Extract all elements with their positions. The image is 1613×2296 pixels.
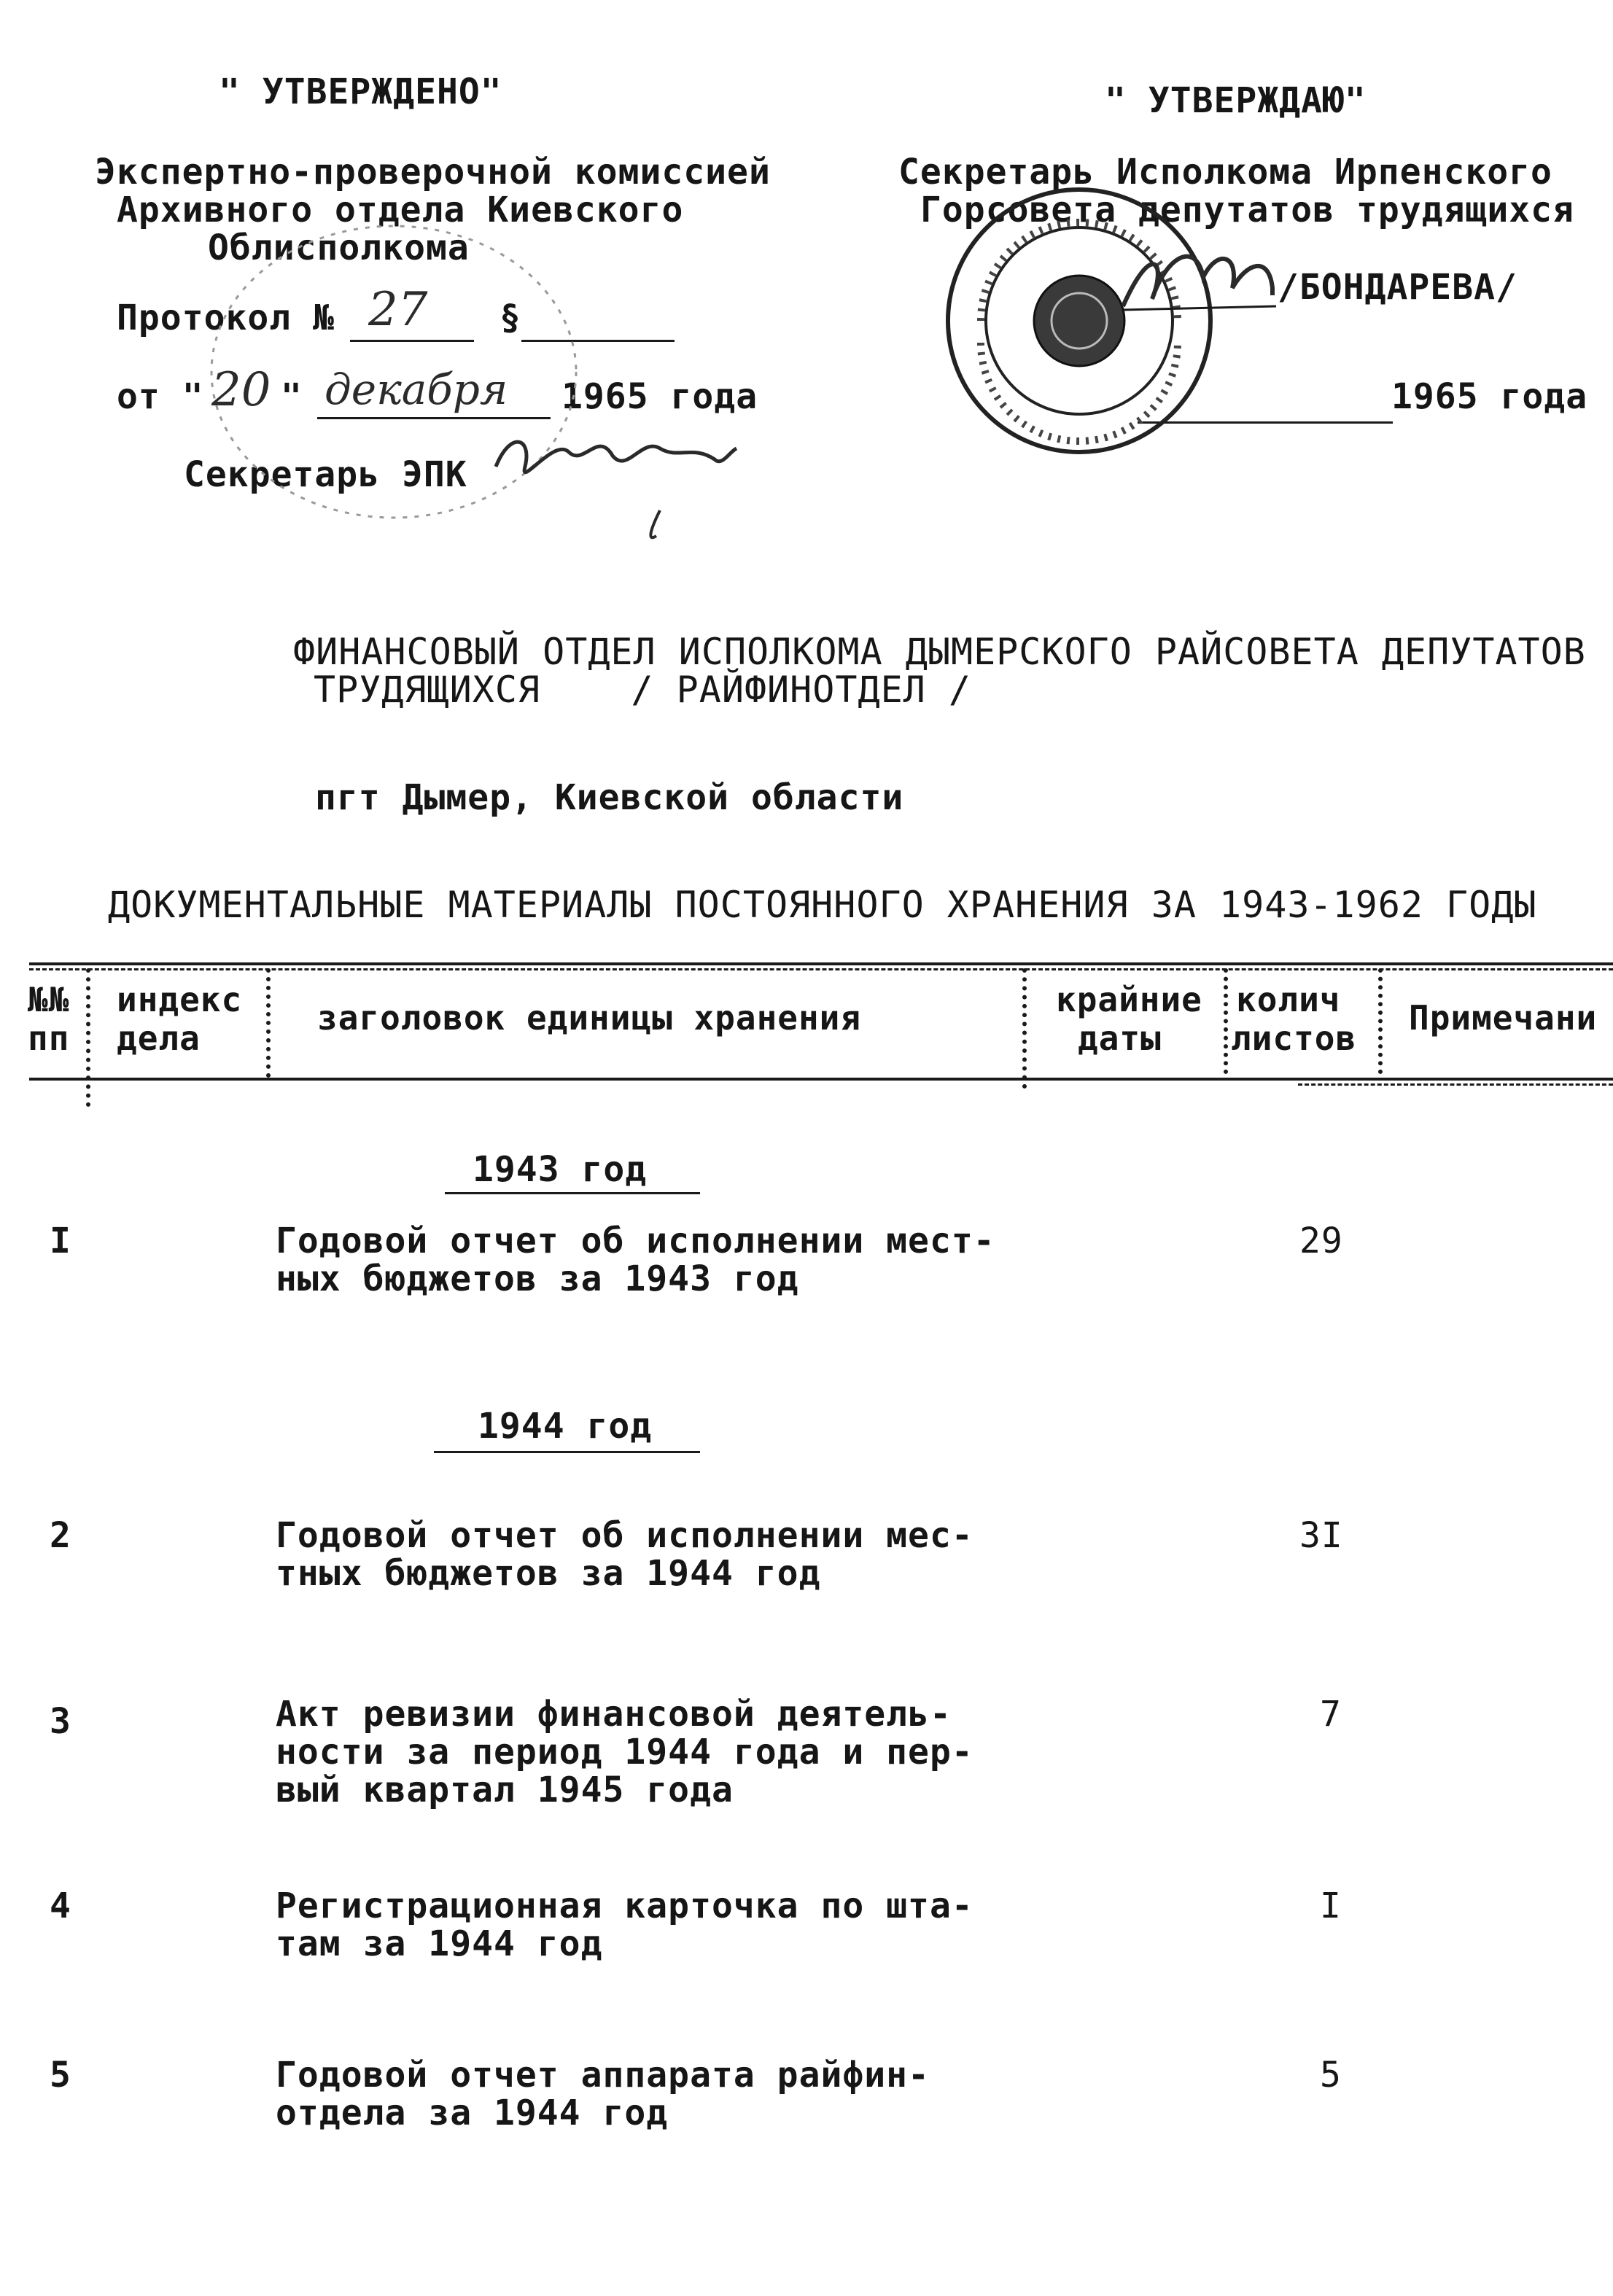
executive-line-1: Секретарь Исполкома Ирпенского [898,152,1552,192]
row-5-title-1: Годовой отчет аппарата райфин- [276,2055,930,2095]
date-quote: " [281,376,303,417]
org-line-1: ФИНАНСОВЫЙ ОТДЕЛ ИСПОЛКОМА ДЫМЕРСКОГО РАЙСОВЕТА ДЕПУТАТОВ [293,631,1586,673]
header-sheets-2: листов [1231,1019,1357,1058]
commission-line-3: Облисполкома [208,227,470,268]
section-year-1943: 1943 год [473,1149,648,1190]
left-signature [496,442,736,472]
commission-line-2: Архивного отдела Киевского [117,190,684,230]
row-3-title-2: ности за период 1944 года и пер- [276,1732,973,1772]
date-day: 20 [211,363,271,417]
col-divider-5 [1378,968,1383,1074]
org-line-2: ТРУДЯЩИХСЯ / РАЙФИНОТДЕЛ / [314,669,971,711]
signatory-name: /БОНДАРЕВА/ [1278,267,1517,308]
row-4-title-2: там за 1944 год [276,1923,603,1964]
header-notes: Примечани [1409,998,1598,1038]
row-3-title-1: Акт ревизии финансовой деятель- [276,1694,952,1735]
faint-seal [211,226,576,518]
header-sheets-1: колич [1236,980,1341,1019]
org-place: пгт Дымер, Киевской области [315,777,904,818]
row-2-num: 2 [50,1515,71,1556]
section-year-underline-1943 [445,1192,700,1194]
row-1-title-2: ных бюджетов за 1943 год [276,1258,799,1299]
row-1-title-1: Годовой отчет об исполнении мест- [276,1221,995,1261]
executive-line-2: Горсовета депутатов трудящихся [920,190,1574,230]
header-title: заголовок единицы хранения [317,998,862,1038]
col-divider-1 [86,968,90,1107]
section-year-1944: 1944 год [478,1406,653,1447]
approve-heading: " УТВЕРЖДАЮ" [1105,80,1367,121]
approved-heading: " УТВЕРЖДЕНО" [219,71,502,112]
table-header-rule-2 [1298,1083,1613,1086]
col-divider-2 [266,968,271,1078]
header-dates-1: крайние [1056,980,1202,1019]
left-signature-tail [650,510,660,537]
row-4-title-1: Регистрационная карточка по шта- [276,1886,973,1926]
row-3-title-3: вый квартал 1945 года [276,1770,734,1810]
header-num-1: №№ [28,980,70,1019]
header-num-2: пп [28,1019,70,1058]
row-1-sheets: 29 [1299,1221,1343,1261]
right-year: 1965 года [1391,376,1588,417]
row-3-num: 3 [50,1701,71,1742]
document-title: ДОКУМЕНТАЛЬНЫЕ МАТЕРИАЛЫ ПОСТОЯННОГО ХРАНЕНИЯ ЗА 1943-1962 ГОДЫ [108,884,1537,926]
row-2-title-1: Годовой отчет об исполнении мес- [276,1515,973,1556]
row-4-num: 4 [50,1886,71,1926]
col-divider-3 [1022,968,1027,1089]
row-2-sheets: 3I [1299,1515,1343,1556]
header-dates-2: даты [1078,1019,1162,1058]
row-5-num: 5 [50,2055,71,2095]
table-top-rule [29,962,1613,965]
row-5-title-2: отдела за 1944 год [276,2093,669,2133]
secretary-label: Секретарь ЭПК [184,454,467,495]
col-divider-4 [1224,968,1228,1074]
row-5-sheets: 5 [1320,2055,1342,2095]
date-prefix: от " [117,376,204,417]
protocol-number: 27 [368,283,428,337]
header-index-1: индекс [117,980,243,1019]
section-year-underline-1944 [434,1451,700,1453]
right-signature [1123,257,1272,306]
row-4-sheets: I [1320,1886,1342,1926]
commission-line-1: Экспертно-проверочной комиссией [95,152,771,192]
section-sign: § [500,297,521,338]
row-2-title-2: тных бюджетов за 1944 год [276,1553,821,1594]
round-stamp-emblem [1034,276,1124,366]
header-index-2: дела [117,1019,201,1058]
row-1-num: I [50,1221,71,1261]
date-year: 1965 года [561,376,758,417]
table-header-rule [29,1078,1613,1081]
row-3-sheets: 7 [1320,1694,1342,1735]
protocol-label: Протокол № [117,297,335,338]
date-month: декабря [324,365,508,414]
